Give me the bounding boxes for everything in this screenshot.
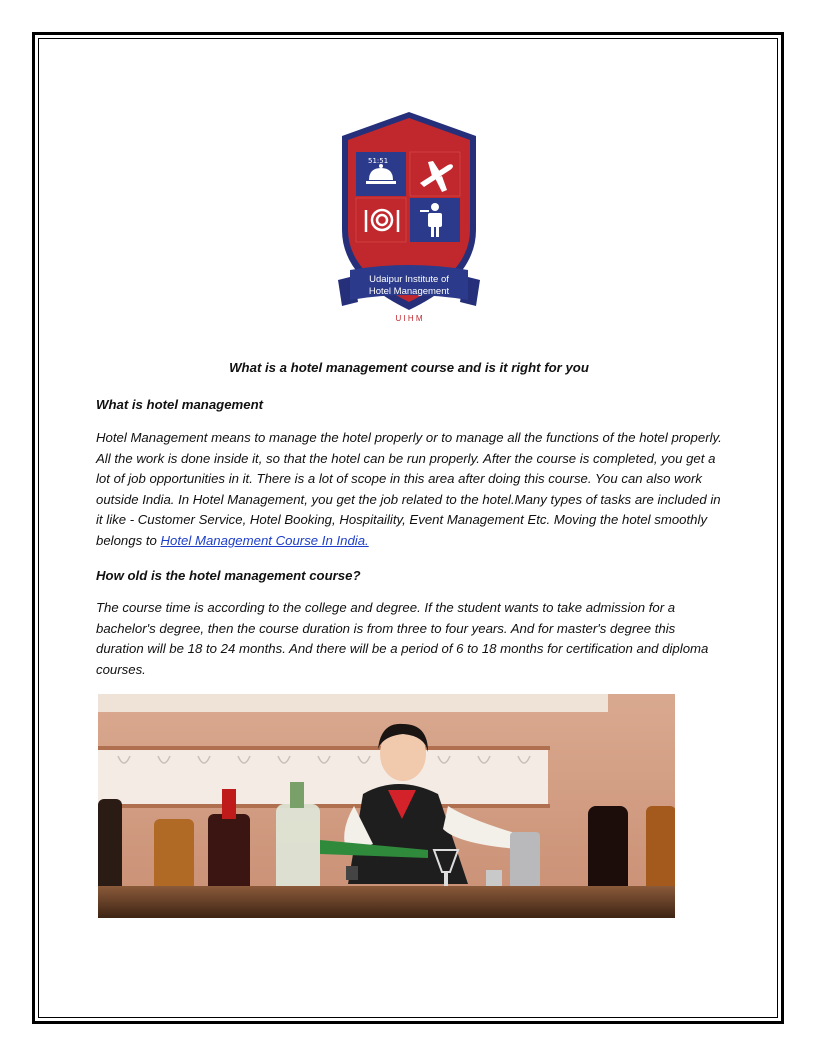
logo-line1: Udaipur Institute of [369, 274, 449, 285]
hotel-management-course-link[interactable]: Hotel Management Course In India. [160, 532, 369, 548]
section2-heading: How old is the hotel management course? [96, 568, 361, 583]
logo-abbr: U I H M [395, 314, 423, 323]
svg-text:51:51: 51:51 [368, 157, 389, 165]
uihm-logo [336, 110, 482, 330]
logo-line2: Hotel Management [368, 286, 450, 297]
section1-body: Hotel Management means to manage the hotel properly or to manage all the functions of the hotel properly. All the work is done inside it, so that the hotel can be run properly. After the course is completed, you get a lot of job opportunities in it. There is a lot of scope in this area after doing this course. You can also work outside India. In Hotel Management, you get the job related to the hotel.Many types of tasks are included in it like - Customer Service, Hotel Booking, Hospitaility, Event Management Etc. Moving the hotel smoothly belongs to [96, 430, 722, 548]
section1-paragraph [96, 428, 722, 552]
section1-heading: What is hotel management [96, 397, 264, 412]
bartender-photo [98, 694, 675, 918]
section2-paragraph: The course time is according to the college and degree. If the student wants to take admission for a bachelor's degree, then the course duration is from three to four years. And for master's degree this duration will be 18 to 24 months. And there will be a period of 6 to 18 months for certification and diploma courses. [96, 600, 709, 677]
document-title: What is a hotel management course and is it right for you [229, 360, 589, 375]
